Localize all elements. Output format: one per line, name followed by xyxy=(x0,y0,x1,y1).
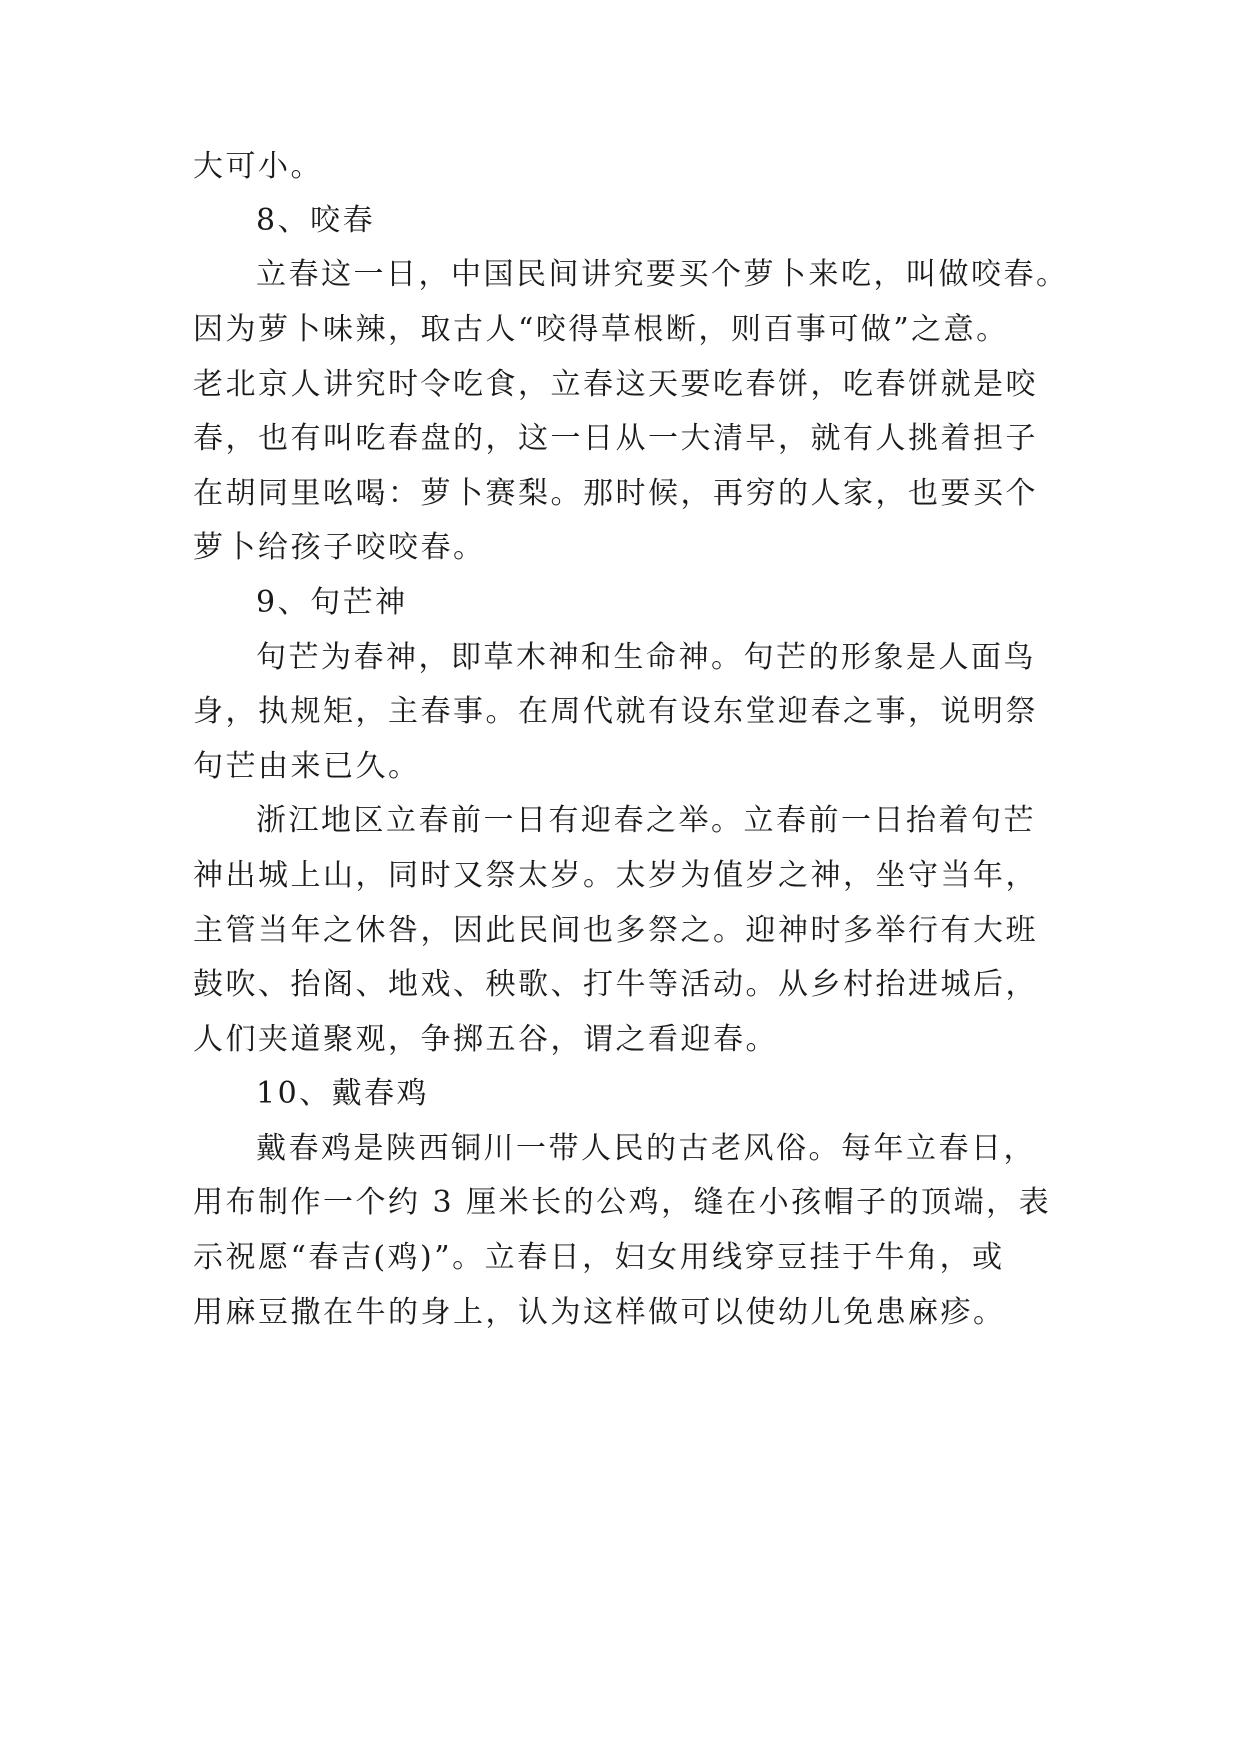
paragraph-line: 立春这一日，中国民间讲究要买个萝卜来吃，叫做咬春。 xyxy=(256,257,1069,292)
paragraph-line: 老北京人讲究时令吃食，立春这天要吃春饼，吃春饼就是咬 xyxy=(193,367,1038,402)
paragraph-line: 神出城上山，同时又祭太岁。太岁为值岁之神，坐守当年， xyxy=(193,858,1038,893)
paragraph-line: 主管当年之休咎，因此民间也多祭之。迎神时多举行有大班 xyxy=(193,913,1038,948)
paragraph-line: 用麻豆撒在牛的身上，认为这样做可以使幼儿免患麻疹。 xyxy=(193,1295,1006,1330)
section-heading-8: 8、咬春 xyxy=(256,203,376,238)
paragraph-line: 因为萝卜味辣，取古人“咬得草根断，则百事可做”之意。 xyxy=(193,312,1009,347)
section-heading-9: 9、句芒神 xyxy=(256,585,408,620)
paragraph-line: 句芒为春神，即草木神和生命神。句芒的形象是人面鸟 xyxy=(256,640,1036,675)
paragraph-line: 身，执规矩，主春事。在周代就有设东堂迎春之事，说明祭 xyxy=(193,694,1038,729)
paragraph-line: 人们夹道聚观，争掷五谷，谓之看迎春。 xyxy=(193,1022,778,1057)
paragraph-line: 用布制作一个约 3 厘米长的公鸡，缝在小孩帽子的顶端，表 xyxy=(193,1185,1052,1220)
paragraph-line: 在胡同里吆喝：萝卜赛梨。那时候，再穷的人家，也要买个 xyxy=(193,476,1038,511)
section-heading-10: 10、戴春鸡 xyxy=(256,1076,430,1111)
paragraph-line: 示祝愿“春吉(鸡)”。立春日，妇女用线穿豆挂于牛角，或 xyxy=(193,1240,1005,1275)
paragraph-line: 春，也有叫吃春盘的，这一日从一大清早，就有人挑着担子 xyxy=(193,421,1038,456)
paragraph-line: 萝卜给孩子咬咬春。 xyxy=(193,530,486,565)
paragraph-line: 句芒由来已久。 xyxy=(193,749,421,784)
paragraph-line: 鼓吹、抬阁、地戏、秧歌、打牛等活动。从乡村抬进城后， xyxy=(193,967,1038,1002)
paragraph-line: 浙江地区立春前一日有迎春之举。立春前一日抬着句芒 xyxy=(256,803,1036,838)
paragraph-line: 戴春鸡是陕西铜川一带人民的古老风俗。每年立春日， xyxy=(256,1131,1036,1166)
paragraph-continuation-line: 大可小。 xyxy=(193,149,323,184)
